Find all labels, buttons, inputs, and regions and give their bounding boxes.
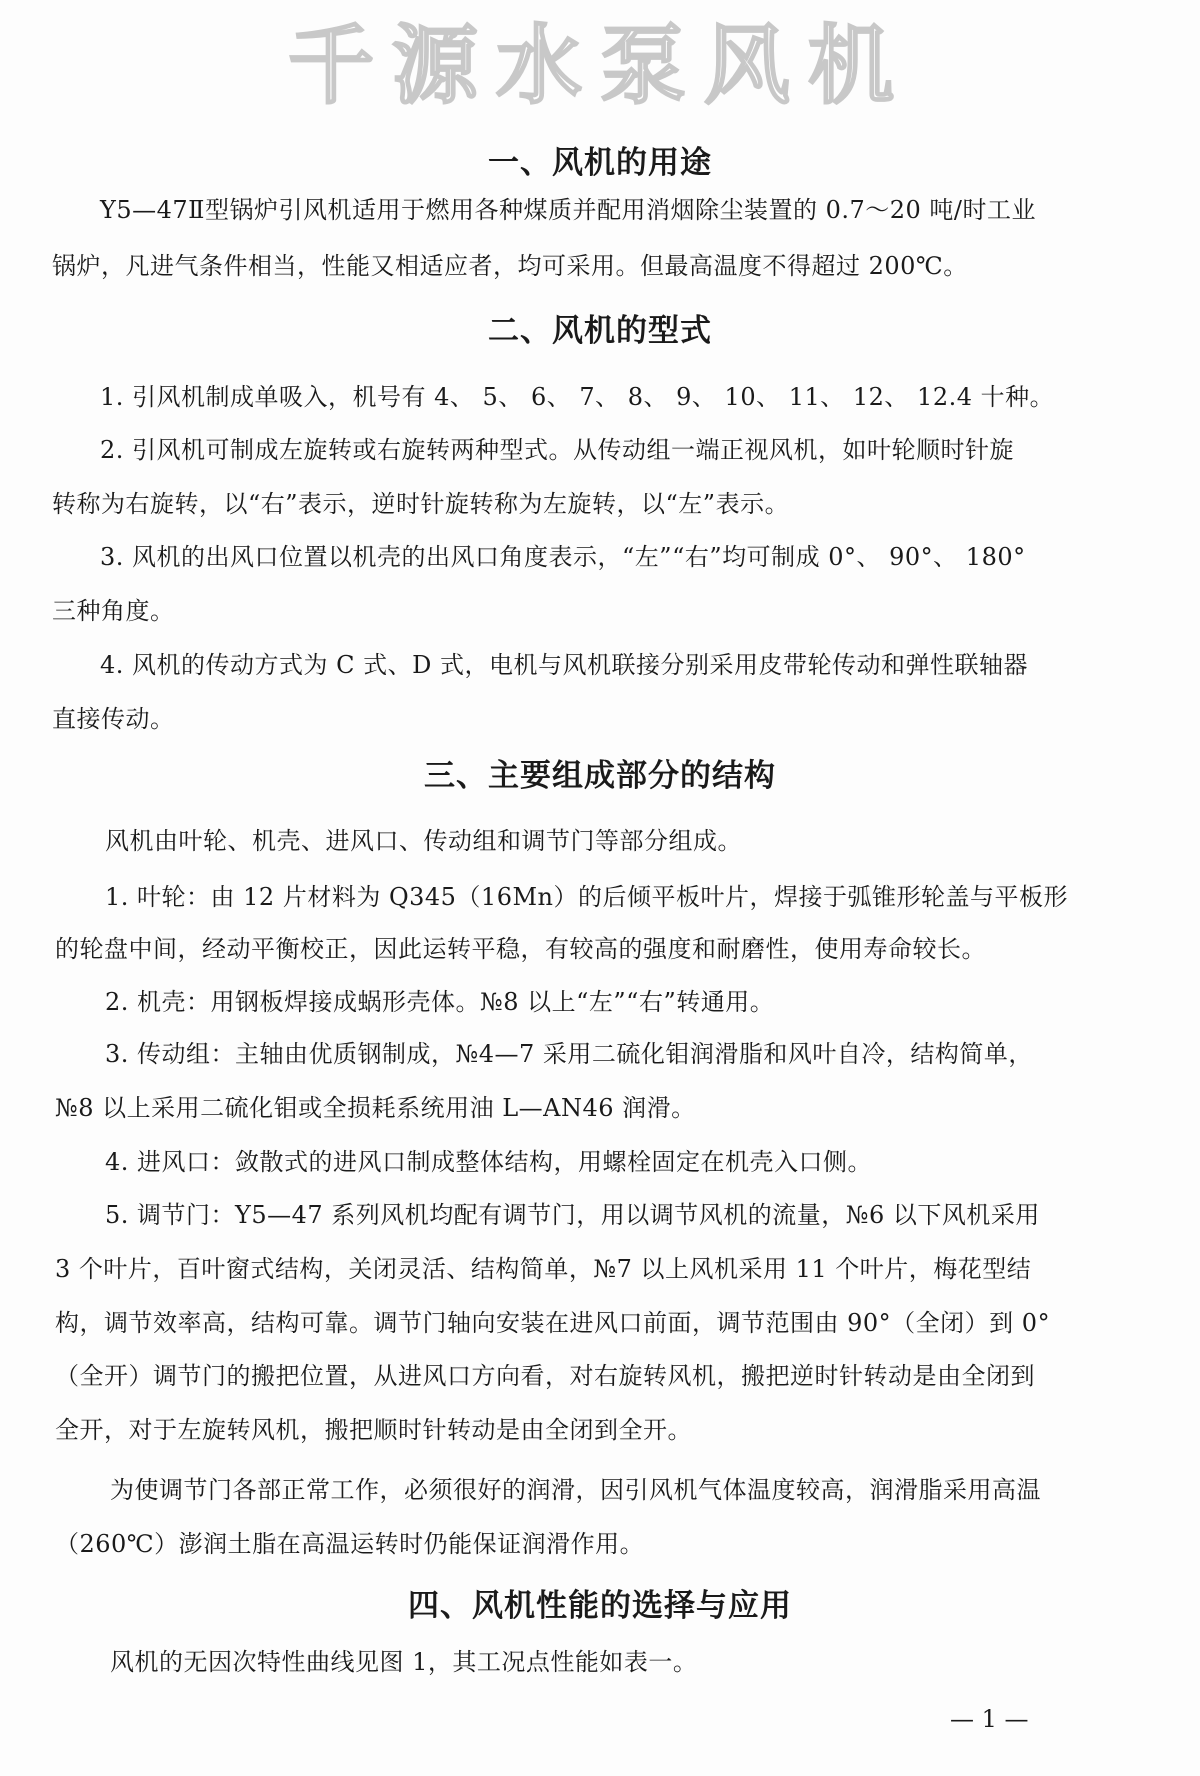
body-line: 2. 引风机可制成左旋转或右旋转两种型式。从传动组一端正视风机，如叶轮顺时针旋	[100, 436, 1015, 464]
body-line: 风机由叶轮、机壳、进风口、传动组和调节门等部分组成。	[105, 827, 742, 855]
body-line: 1. 引风机制成单吸入，机号有 4、 5、 6、 7、 8、 9、 10、 11、 12、 12.4 十种。	[100, 383, 1055, 411]
body-line: 锅炉，凡进气条件相当，性能又相适应者，均可采用。但最高温度不得超过 200℃。	[52, 252, 968, 280]
body-line: 4. 风机的传动方式为 C 式、D 式，电机与风机联接分别采用皮带轮传动和弹性联轴器	[100, 651, 1029, 679]
body-line: 3 个叶片，百叶窗式结构，关闭灵活、结构简单，№7 以上风机采用 11 个叶片，梅花型结	[55, 1255, 1032, 1283]
body-line: 三种角度。	[52, 597, 175, 625]
section-heading-3: 三、主要组成部分的结构	[424, 758, 776, 794]
body-line: 转称为右旋转，以“右”表示，逆时针旋转称为左旋转，以“左”表示。	[52, 490, 790, 518]
body-line: 构，调节效率高，结构可靠。调节门轴向安装在进风口前面，调节范围由 90°（全闭）到 0°	[55, 1309, 1051, 1337]
body-line: Y5—47Ⅱ型锅炉引风机适用于燃用各种煤质并配用消烟除尘装置的 0.7～20 吨/时工业	[100, 196, 1037, 224]
body-line: 的轮盘中间，经动平衡校正，因此运转平稳，有较高的强度和耐磨性，使用寿命较长。	[55, 935, 986, 963]
body-line: 2. 机壳：用钢板焊接成蜗形壳体。№8 以上“左”“右”转通用。	[105, 988, 775, 1016]
body-line: 5. 调节门：Y5—47 系列风机均配有调节门，用以调节风机的流量，№6 以下风机采用	[105, 1201, 1040, 1229]
body-line: 全开，对于左旋转风机，搬把顺时针转动是由全闭到全开。	[55, 1416, 692, 1444]
section-heading-4: 四、风机性能的选择与应用	[408, 1588, 792, 1624]
body-line: 1. 叶轮：由 12 片材料为 Q345（16Mn）的后倾平板叶片，焊接于弧锥形轮盖与平板形	[105, 883, 1069, 911]
body-line: （全开）调节门的搬把位置，从进风口方向看，对右旋转风机，搬把逆时针转动是由全闭到	[55, 1362, 1035, 1390]
body-line: 3. 风机的出风口位置以机壳的出风口角度表示，“左”“右”均可制成 0°、 90°、 180°	[100, 543, 1026, 571]
body-line: №8 以上采用二硫化钼或全损耗系统用油 L—AN46 润滑。	[55, 1094, 696, 1122]
body-line: 为使调节门各部正常工作，必须很好的润滑，因引风机气体温度较高，润滑脂采用高温	[110, 1476, 1041, 1504]
body-line: （260℃）澎润土脂在高温运转时仍能保证润滑作用。	[55, 1530, 645, 1558]
body-line: 风机的无因次特性曲线见图 1，其工况点性能如表一。	[110, 1648, 698, 1676]
body-line: 3. 传动组：主轴由优质钢制成，№4—7 采用二硫化钼润滑脂和风叶自冷，结构简单，	[105, 1040, 1033, 1068]
watermark: 千源水泵风机	[288, 16, 912, 116]
body-line: 直接传动。	[52, 705, 175, 733]
section-heading-1: 一、风机的用途	[488, 145, 712, 181]
body-line: 4. 进风口：敛散式的进风口制成整体结构，用螺栓固定在机壳入口侧。	[105, 1148, 873, 1176]
page-number: — 1 —	[950, 1705, 1029, 1733]
section-heading-2: 二、风机的型式	[488, 313, 712, 349]
